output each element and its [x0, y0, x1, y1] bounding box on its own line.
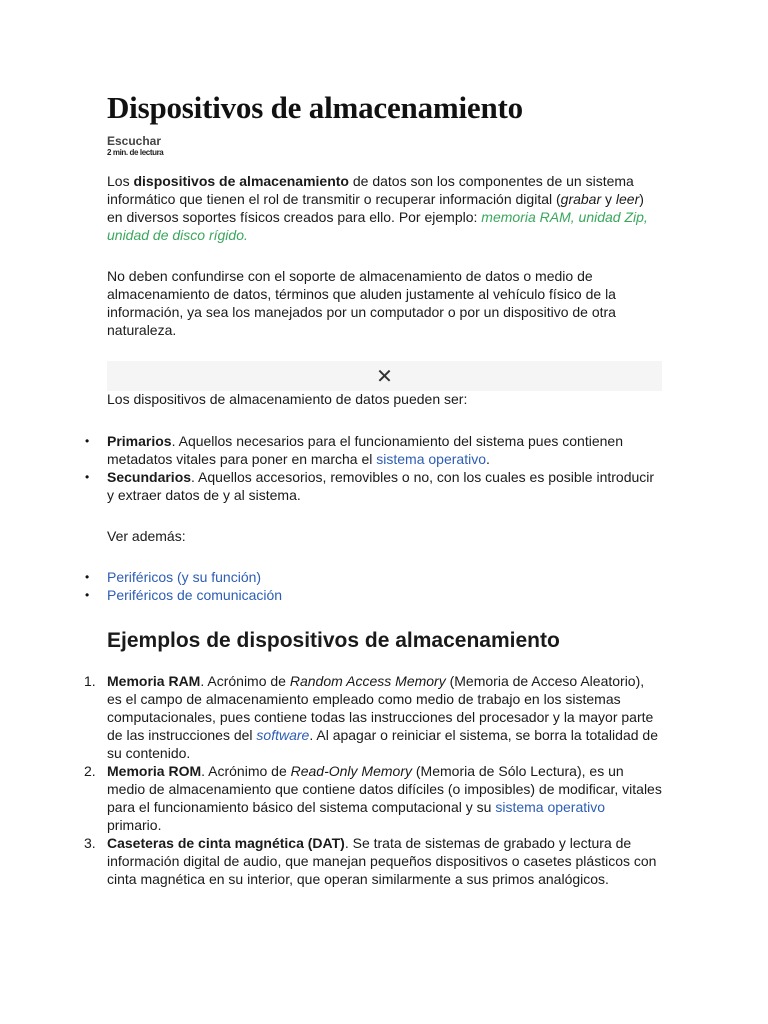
- list-item: • Primarios. Aquellos necesarios para el funcionamiento del sistema pues contienen metadatos vitales para poner en marcha el sistema operativo.: [107, 432, 662, 468]
- perifericos-link[interactable]: Periféricos (y su función): [107, 569, 262, 585]
- perifericos-comunicacion-link[interactable]: Periféricos de comunicación: [107, 587, 283, 603]
- list-item: 1. Memoria RAM. Acrónimo de Random Access Memory (Memoria de Acceso Aleatorio), es el campo de almacenamiento empleado como medio de trabajo en los sistemas computacionales, pues contiene todas las instrucciones del procesador y la mayor parte de las instrucciones del software. Al apagar o reiniciar el sistema, se borra la totalidad de su contenido.: [84, 673, 658, 761]
- article: [84, 88, 662, 888]
- examples-heading: Ejemplos de dispositivos de almacenamiento: [107, 629, 560, 652]
- examples-link[interactable]: memoria RAM, unidad Zip, unidad de disco rígido.: [107, 209, 648, 243]
- see-also-label: Ver además:: [107, 528, 186, 544]
- intro-bold-term: dispositivos de almacenamiento: [133, 173, 349, 189]
- intro-paragraph: Los dispositivos de almacenamiento de datos son los componentes de un sistema informático que tienen el rol de transmitir o recuperar información digital (grabar y leer) en diversos soportes físicos creados para ello. Por ejemplo: memoria RAM, unidad Zip, unidad de disco rígido.: [107, 173, 648, 243]
- list-item: [107, 568, 662, 586]
- sistema-operativo-link[interactable]: sistema operativo: [495, 799, 606, 815]
- second-paragraph: No deben confundirse con el soporte de almacenamiento de datos o medio de almacenamiento de datos, términos que aluden justamente al vehículo físico de la información, ya sea los manejados por un computador o por un dispositivo de otra naturaleza.: [107, 268, 616, 338]
- list-item: [107, 586, 662, 604]
- listen-button[interactable]: Escuchar: [107, 134, 162, 148]
- ad-close-bar: [107, 361, 662, 391]
- sistema-operativo-link[interactable]: sistema operativo: [376, 451, 486, 467]
- software-link[interactable]: software: [256, 727, 310, 743]
- see-also-list: [107, 568, 662, 604]
- types-intro: Los dispositivos de almacenamiento de datos pueden ser:: [107, 391, 468, 407]
- list-item: 2. Memoria ROM. Acrónimo de Read-Only Memory (Memoria de Sólo Lectura), es un medio de almacenamiento que contiene datos difíciles (o imposibles) de modificar, vitales para el funcionamiento básico del sistema computacional y su sistema operativo primario.: [84, 763, 662, 833]
- examples-list: [84, 672, 662, 888]
- list-item: 3. Caseteras de cinta magnética (DAT). Se trata de sistemas de grabado y lectura de información digital de audio, que manejan pequeños dispositivos o casetes plásticos con cinta magnética en su interior, que operan similarmente a sus primos analógicos.: [84, 835, 657, 887]
- page-title: Dispositivos de almacenamiento: [107, 90, 523, 125]
- close-icon[interactable]: ✕: [376, 364, 393, 388]
- list-item: • Secundarios. Aquellos accesorios, removibles o no, con los cuales es posible introducir y extraer datos de y al sistema.: [107, 468, 662, 504]
- read-time: 2 min. de lectura: [107, 148, 164, 157]
- types-list: [107, 432, 662, 504]
